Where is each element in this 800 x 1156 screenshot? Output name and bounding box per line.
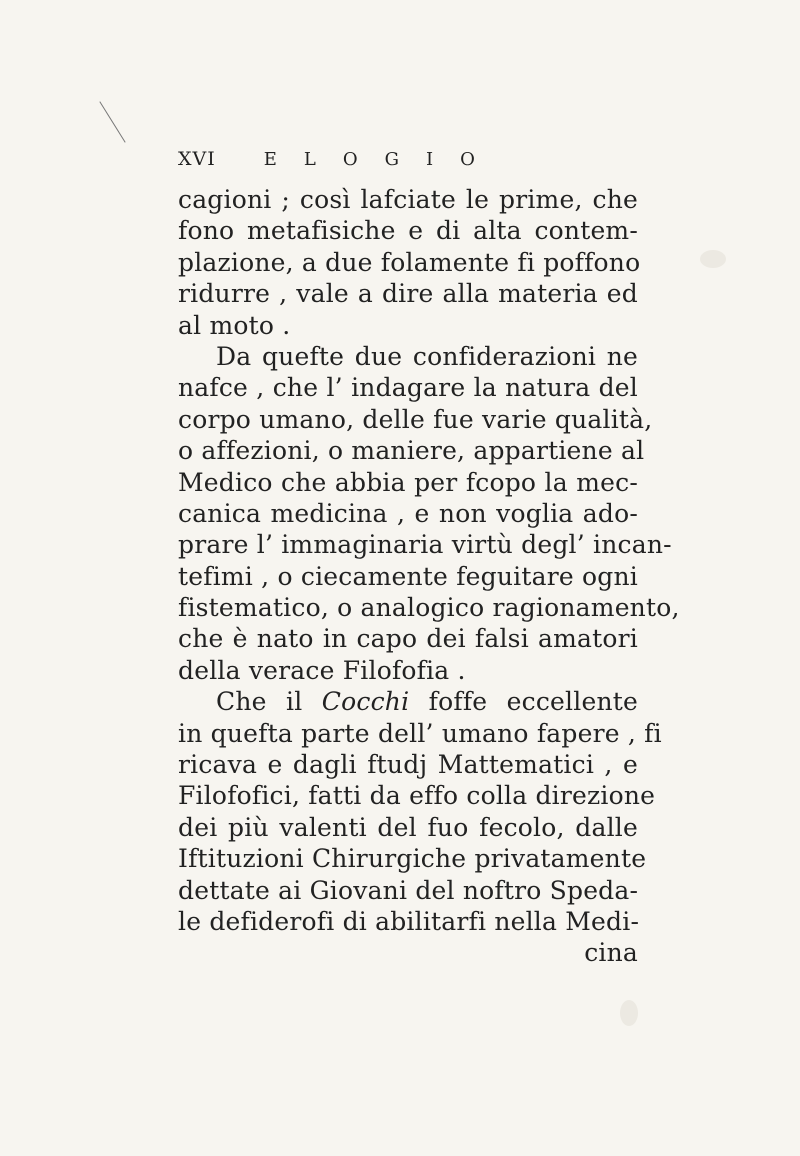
text-line: cagioni ; così lafciate le prime, che	[178, 185, 638, 214]
text-line: tefimi , o ciecamente feguitare ogni	[178, 561, 638, 591]
text-line: Medico che abbia per fcopo la mec-	[178, 467, 638, 497]
catchword: cina	[584, 938, 638, 968]
text-line: della verace Filofofia .	[178, 655, 466, 685]
text-line: corpo umano, delle fue varie qualità,	[178, 404, 653, 434]
page-header	[178, 148, 638, 178]
text-line: Filofofici, fatti da effo colla direzione	[178, 781, 656, 811]
page-number: XVI	[178, 148, 216, 170]
text-line: dei più valenti del fuo fecolo, dalle	[178, 812, 638, 842]
text-line: ricava e dagli ftudj Mattematici , e	[178, 750, 638, 780]
text-line: o affezioni, o maniere, appartiene al	[178, 436, 645, 466]
paper-stain	[620, 1000, 638, 1026]
text-line: che è nato in capo dei falsi amatori	[178, 624, 638, 654]
text-line: fono metafisiche e di alta contem-	[178, 216, 638, 246]
text-line: ridurre , vale a dire alla materia ed	[178, 279, 638, 309]
text-line: le defiderofi di abilitarfi nella Medi-	[178, 906, 640, 936]
running-head: ELOGIO	[263, 149, 502, 170]
text-line: fistematico, o analogico ragionamento,	[178, 593, 680, 623]
body-text	[178, 184, 680, 969]
paper-stain	[700, 250, 726, 268]
text-line: Iftituzioni Chirurgiche privatamente	[178, 844, 647, 874]
text-line: canica medicina , e non voglia ado-	[178, 498, 638, 528]
text-line: nafce , che l’ indagare la natura del	[178, 373, 638, 403]
text-line-with-name	[178, 686, 638, 717]
text-line: al moto .	[178, 310, 291, 340]
text-segment: foffe eccellente	[428, 687, 638, 717]
text-line: in quefta parte dell’ umano fapere , fi	[178, 718, 662, 748]
text-line: plazione, a due folamente fi poffono	[178, 247, 641, 277]
text-segment: Che il	[216, 687, 303, 717]
person-name: Cocchi	[321, 687, 410, 717]
text-line: Da quefte due confiderazioni ne	[216, 341, 638, 371]
text-line: dettate ai Giovani del noftro Speda-	[178, 875, 639, 905]
text-line: prare l’ immaginaria virtù degl’ incan-	[178, 530, 672, 560]
page-edge-mark	[99, 101, 125, 142]
